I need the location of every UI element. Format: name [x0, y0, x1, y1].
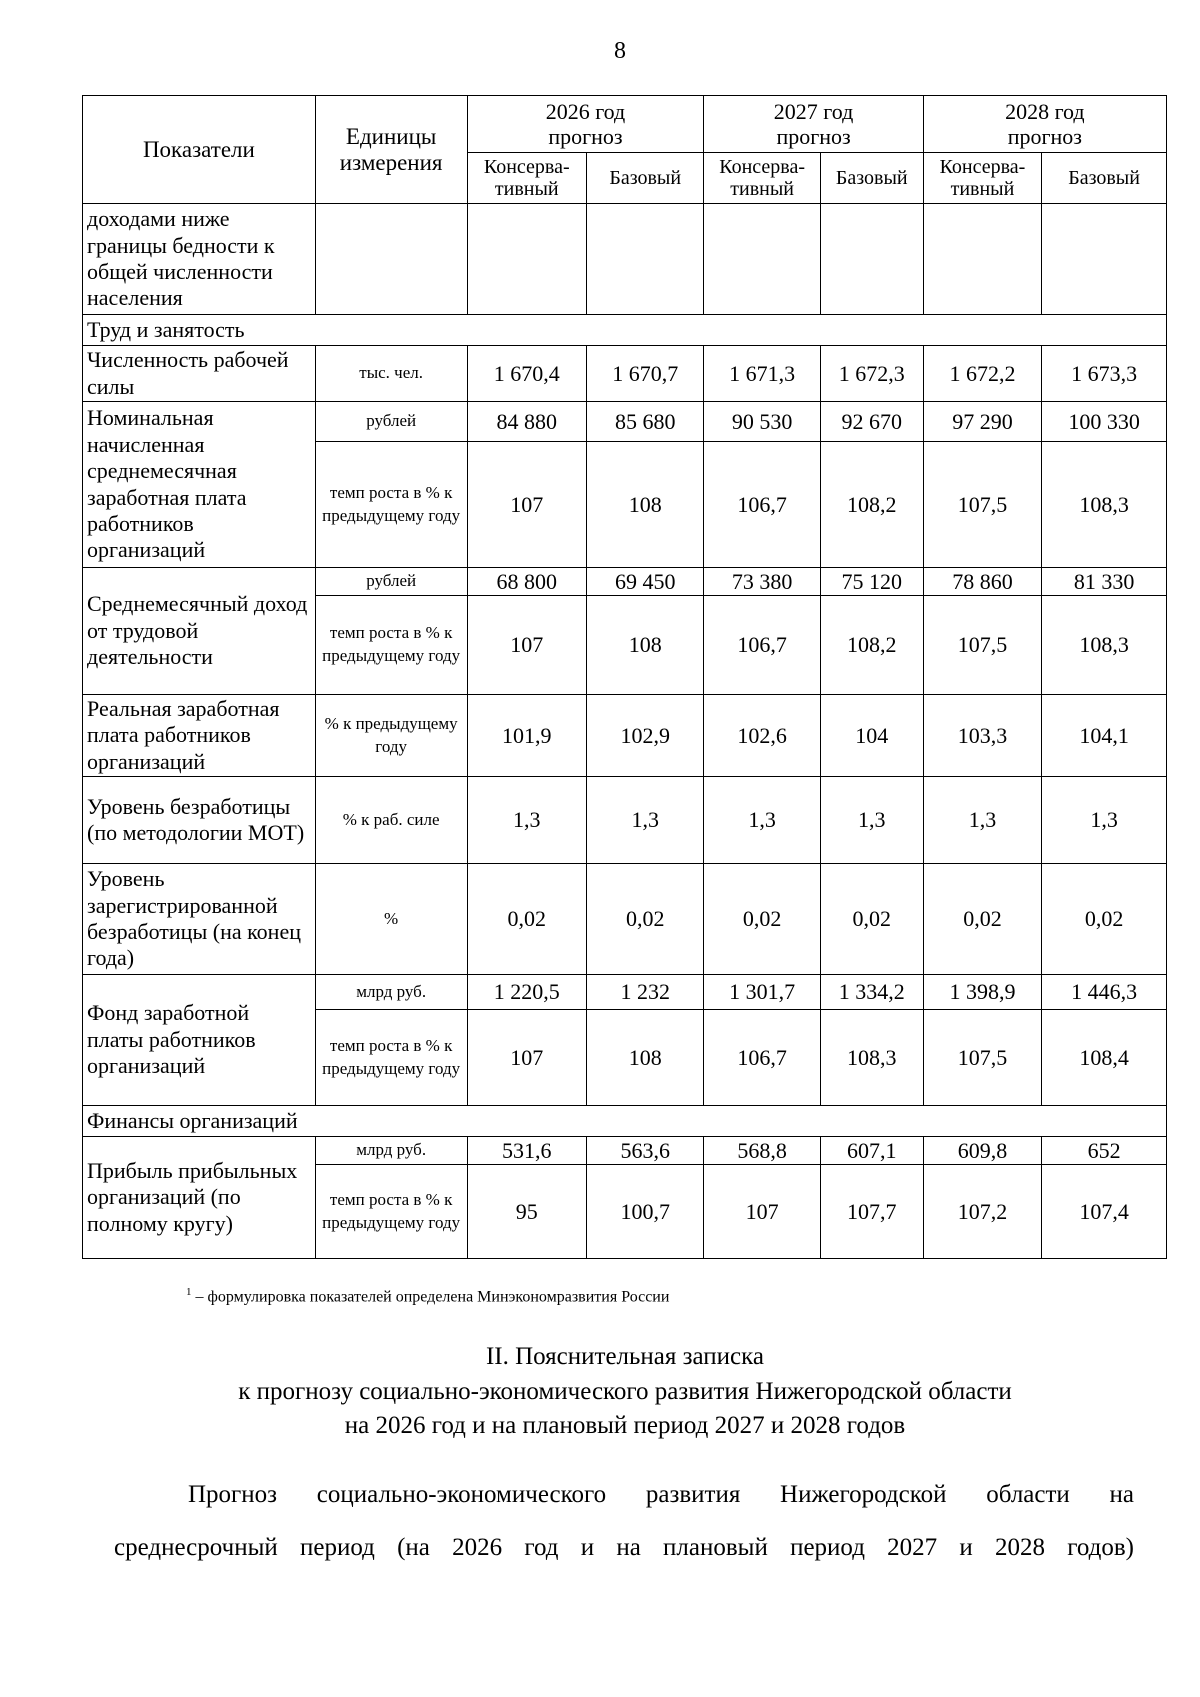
value-cell: 107	[467, 596, 587, 695]
page-number: 8	[614, 38, 626, 64]
value-cell: 1 670,4	[467, 346, 587, 402]
table-row	[83, 864, 1167, 975]
table-row	[83, 346, 1167, 402]
header-year-2028: 2028 год прогноз	[923, 96, 1166, 153]
value-cell: 1,3	[587, 777, 704, 864]
value-cell: 108,4	[1042, 1010, 1167, 1106]
value-cell: 104,1	[1042, 695, 1167, 777]
value-cell: 102,6	[704, 695, 820, 777]
value-cell: 101,9	[467, 695, 587, 777]
header-year-2027: 2027 год прогноз	[704, 96, 923, 153]
footnote-mark: 1	[186, 1286, 192, 1298]
value-cell: 104	[820, 695, 923, 777]
value-cell: 1 301,7	[704, 975, 820, 1010]
value-cell: 107,5	[923, 596, 1041, 695]
value-cell: 107,5	[923, 1010, 1041, 1106]
value-cell: 108,3	[1042, 442, 1167, 568]
header-conservative: Консерва-тивный	[704, 153, 820, 204]
indicator-name: Номинальная начисленная среднемесячная заработная плата работников организаций	[83, 402, 316, 568]
table-row	[83, 402, 1167, 442]
unit-cell: тыс. чел.	[315, 346, 467, 402]
unit-cell: темп роста в % к предыдущему году	[315, 1010, 467, 1106]
value-cell: 0,02	[1042, 864, 1167, 975]
indicator-name: Уровень зарегистрированной безработицы (на конец года)	[83, 864, 316, 975]
table-body	[83, 204, 1167, 1259]
value-cell: 568,8	[704, 1137, 820, 1165]
value-cell: 1,3	[1042, 777, 1167, 864]
value-cell: 108,2	[820, 596, 923, 695]
table-header	[83, 96, 1167, 204]
section-title-line: на 2026 год и на плановый период 2027 и 2028 годов	[344, 1412, 906, 1439]
unit-cell: темп роста в % к предыдущему году	[315, 596, 467, 695]
value-cell: 0,02	[587, 864, 704, 975]
value-cell: 106,7	[704, 596, 820, 695]
value-cell: 68 800	[467, 568, 587, 596]
forecast-table	[82, 95, 1167, 1259]
value-cell: 0,02	[704, 864, 820, 975]
value-cell: 1 673,3	[1042, 346, 1167, 402]
value-cell	[1042, 204, 1167, 315]
value-cell	[467, 204, 587, 315]
unit-cell: рублей	[315, 402, 467, 442]
section-row	[83, 1106, 1167, 1137]
indicator-name: Численность рабочей силы	[83, 346, 316, 402]
section-title-cell: Финансы организаций	[83, 1106, 1167, 1137]
value-cell	[820, 204, 923, 315]
value-cell: 607,1	[820, 1137, 923, 1165]
table-row	[83, 975, 1167, 1010]
header-indicators: Показатели	[83, 96, 316, 204]
value-cell: 1 672,2	[923, 346, 1041, 402]
value-cell: 1 220,5	[467, 975, 587, 1010]
value-cell: 95	[467, 1165, 587, 1259]
value-cell: 85 680	[587, 402, 704, 442]
section-title-cell: Труд и занятость	[83, 315, 1167, 346]
unit-cell: темп роста в % к предыдущему году	[315, 1165, 467, 1259]
header-base: Базовый	[1042, 153, 1167, 204]
value-cell: 107	[467, 1010, 587, 1106]
header-base: Базовый	[820, 153, 923, 204]
table-row	[83, 777, 1167, 864]
section-row	[83, 315, 1167, 346]
header-conservative: Консерва-тивный	[923, 153, 1041, 204]
header-year-2026: 2026 год прогноз	[467, 96, 704, 153]
value-cell: 73 380	[704, 568, 820, 596]
value-cell: 81 330	[1042, 568, 1167, 596]
unit-cell: темп роста в % к предыдущему году	[315, 442, 467, 568]
value-cell: 1 232	[587, 975, 704, 1010]
value-cell: 75 120	[820, 568, 923, 596]
value-cell: 1,3	[467, 777, 587, 864]
indicator-name: Уровень безработицы (по методологии МОТ)	[83, 777, 316, 864]
value-cell: 107,7	[820, 1165, 923, 1259]
table-row	[83, 204, 1167, 315]
header-base: Базовый	[587, 153, 704, 204]
value-cell: 92 670	[820, 402, 923, 442]
section-title-line: II. Пояснительная записка	[485, 1343, 765, 1370]
value-cell: 107,2	[923, 1165, 1041, 1259]
indicator-name: Прибыль прибыльных организаций (по полному кругу)	[83, 1137, 316, 1259]
value-cell: 106,7	[704, 1010, 820, 1106]
unit-cell: %	[315, 864, 467, 975]
value-cell: 78 860	[923, 568, 1041, 596]
table-row	[83, 695, 1167, 777]
value-cell: 108	[587, 596, 704, 695]
value-cell: 69 450	[587, 568, 704, 596]
unit-cell: % к раб. силе	[315, 777, 467, 864]
unit-cell: рублей	[315, 568, 467, 596]
table-row	[83, 1137, 1167, 1165]
section-title-line: к прогнозу социально-экономического развития Нижегородской области	[238, 1377, 1012, 1405]
value-cell: 1 671,3	[704, 346, 820, 402]
value-cell: 108,3	[1042, 596, 1167, 695]
footnote	[186, 1286, 669, 1306]
value-cell: 108	[587, 442, 704, 568]
indicator-name: доходами ниже границы бедности к общей численности населения	[83, 204, 316, 315]
value-cell: 100,7	[587, 1165, 704, 1259]
value-cell: 108,2	[820, 442, 923, 568]
value-cell: 1 670,7	[587, 346, 704, 402]
value-cell: 102,9	[587, 695, 704, 777]
value-cell: 107,5	[923, 442, 1041, 568]
value-cell: 0,02	[467, 864, 587, 975]
value-cell: 108	[587, 1010, 704, 1106]
value-cell: 652	[1042, 1137, 1167, 1165]
value-cell: 100 330	[1042, 402, 1167, 442]
value-cell: 563,6	[587, 1137, 704, 1165]
indicator-name: Фонд заработной платы работников организаций	[83, 975, 316, 1106]
header-units: Единицы измерения	[315, 96, 467, 204]
section-title	[0, 1340, 1200, 1444]
table-row	[83, 568, 1167, 596]
value-cell	[587, 204, 704, 315]
value-cell: 108,3	[820, 1010, 923, 1106]
indicator-name: Среднемесячный доход от трудовой деятельности	[83, 568, 316, 695]
value-cell: 106,7	[704, 442, 820, 568]
value-cell: 609,8	[923, 1137, 1041, 1165]
value-cell: 97 290	[923, 402, 1041, 442]
value-cell: 0,02	[923, 864, 1041, 975]
value-cell: 1,3	[923, 777, 1041, 864]
unit-cell: млрд руб.	[315, 975, 467, 1010]
header-conservative: Консерва-тивный	[467, 153, 587, 204]
value-cell	[923, 204, 1041, 315]
value-cell: 84 880	[467, 402, 587, 442]
value-cell: 107,4	[1042, 1165, 1167, 1259]
value-cell: 1 672,3	[820, 346, 923, 402]
value-cell: 1 398,9	[923, 975, 1041, 1010]
value-cell: 103,3	[923, 695, 1041, 777]
value-cell: 1 334,2	[820, 975, 923, 1010]
unit-cell	[315, 204, 467, 315]
value-cell: 531,6	[467, 1137, 587, 1165]
value-cell: 90 530	[704, 402, 820, 442]
value-cell: 107	[467, 442, 587, 568]
value-cell: 0,02	[820, 864, 923, 975]
unit-cell: % к предыдущему году	[315, 695, 467, 777]
value-cell	[704, 204, 820, 315]
value-cell: 1 446,3	[1042, 975, 1167, 1010]
footnote-text: – формулировка показателей определена Минэкономразвития России	[191, 1288, 670, 1306]
value-cell: 107	[704, 1165, 820, 1259]
value-cell: 1,3	[820, 777, 923, 864]
body-paragraph: Прогноз социально-экономического развития Нижегородской области на среднесрочный период (на 2026 год и на плановый период 2027 и 2028 годов)	[114, 1481, 1134, 1561]
indicator-name: Реальная заработная плата работников организаций	[83, 695, 316, 777]
unit-cell: млрд руб.	[315, 1137, 467, 1165]
value-cell: 1,3	[704, 777, 820, 864]
